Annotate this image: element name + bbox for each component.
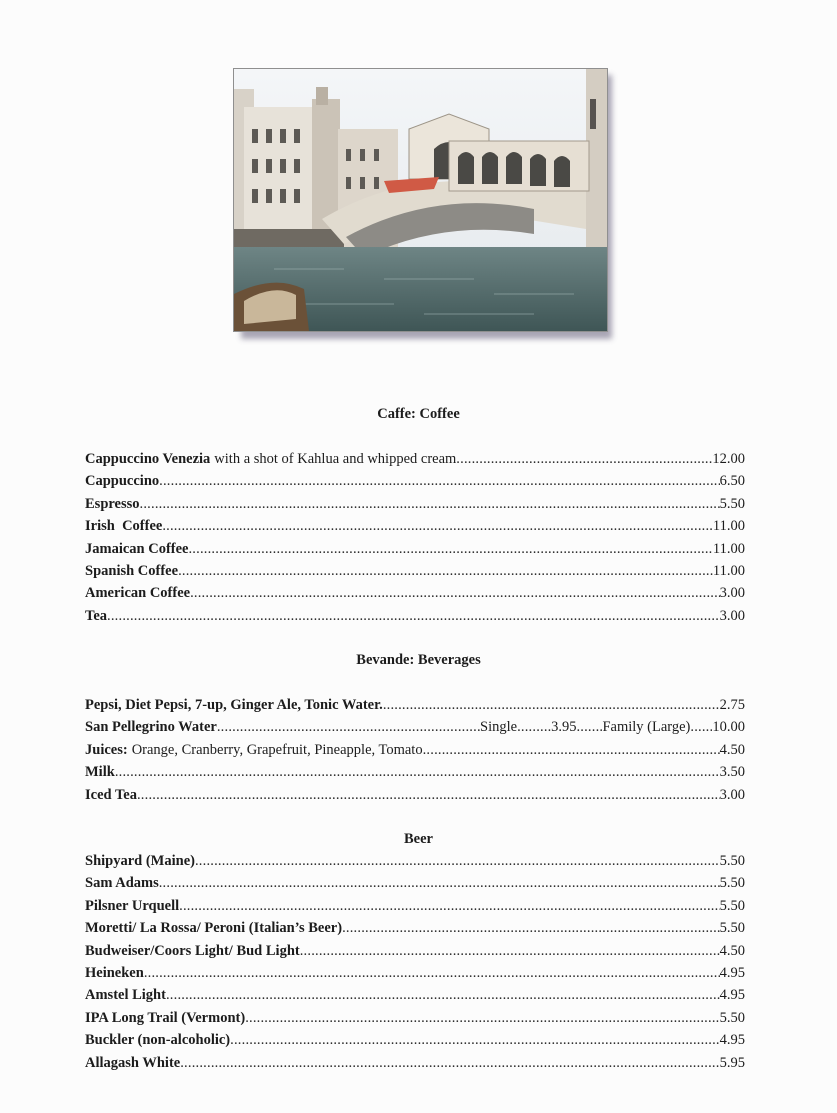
menu-item: San Pellegrino Water ..... Single ..... 3.95 ..... Family (Large) ..... 10.00: [85, 716, 745, 738]
beer-menu-list: [85, 850, 745, 1074]
menu-item: Espresso ..... 5.50: [85, 493, 745, 515]
menu-item: Cappuccino ..... 6.50: [85, 470, 745, 492]
menu-item: Iced Tea ..... 3.00: [85, 784, 745, 806]
beverages-menu-list: [85, 694, 745, 806]
coffee-menu-list: [85, 448, 745, 627]
section-title-beverages: Bevande: Beverages: [356, 652, 481, 668]
menu-item: Allagash White ..... 5.95: [85, 1052, 745, 1074]
menu-item: Budweiser/Coors Light/ Bud Light ..... 4.50: [85, 940, 745, 962]
menu-item: Buckler (non-alcoholic) ..... 4.95: [85, 1029, 745, 1051]
menu-item: Shipyard (Maine) ..... 5.50: [85, 850, 745, 872]
menu-item: American Coffee ..... 3.00: [85, 582, 745, 604]
section-title-beer: Beer: [404, 831, 433, 847]
menu-item: Milk ..... 3.50: [85, 761, 745, 783]
menu-item: Pilsner Urquell ..... 5.50: [85, 895, 745, 917]
menu-item: Pepsi, Diet Pepsi, 7-up, Ginger Ale, Tonic Water. ..... 2.75: [85, 694, 745, 716]
menu-item: Spanish Coffee ..... 11.00: [85, 560, 745, 582]
rialto-bridge-illustration: [234, 69, 607, 331]
menu-item: Heineken ..... 4.95: [85, 962, 745, 984]
rialto-bridge-photo: [233, 68, 608, 332]
menu-item: IPA Long Trail (Vermont) ..... 5.50: [85, 1007, 745, 1029]
menu-item: Tea ..... 3.00: [85, 605, 745, 627]
menu-item: Moretti/ La Rossa/ Peroni (Italian’s Beer) ..... 5.50: [85, 917, 745, 939]
menu-item: Cappuccino Venezia with a shot of Kahlua and whipped cream ..... 12.00: [85, 448, 745, 470]
menu-item: Juices: Orange, Cranberry, Grapefruit, Pineapple, Tomato ..... 4.50: [85, 739, 745, 761]
menu-item: Sam Adams ..... 5.50: [85, 872, 745, 894]
section-title-coffee: Caffe: Coffee: [377, 406, 460, 422]
menu-item: Irish Coffee ..... 11.00: [85, 515, 745, 537]
menu-item: Jamaican Coffee ..... 11.00: [85, 538, 745, 560]
menu-item: Amstel Light ..... 4.95: [85, 984, 745, 1006]
